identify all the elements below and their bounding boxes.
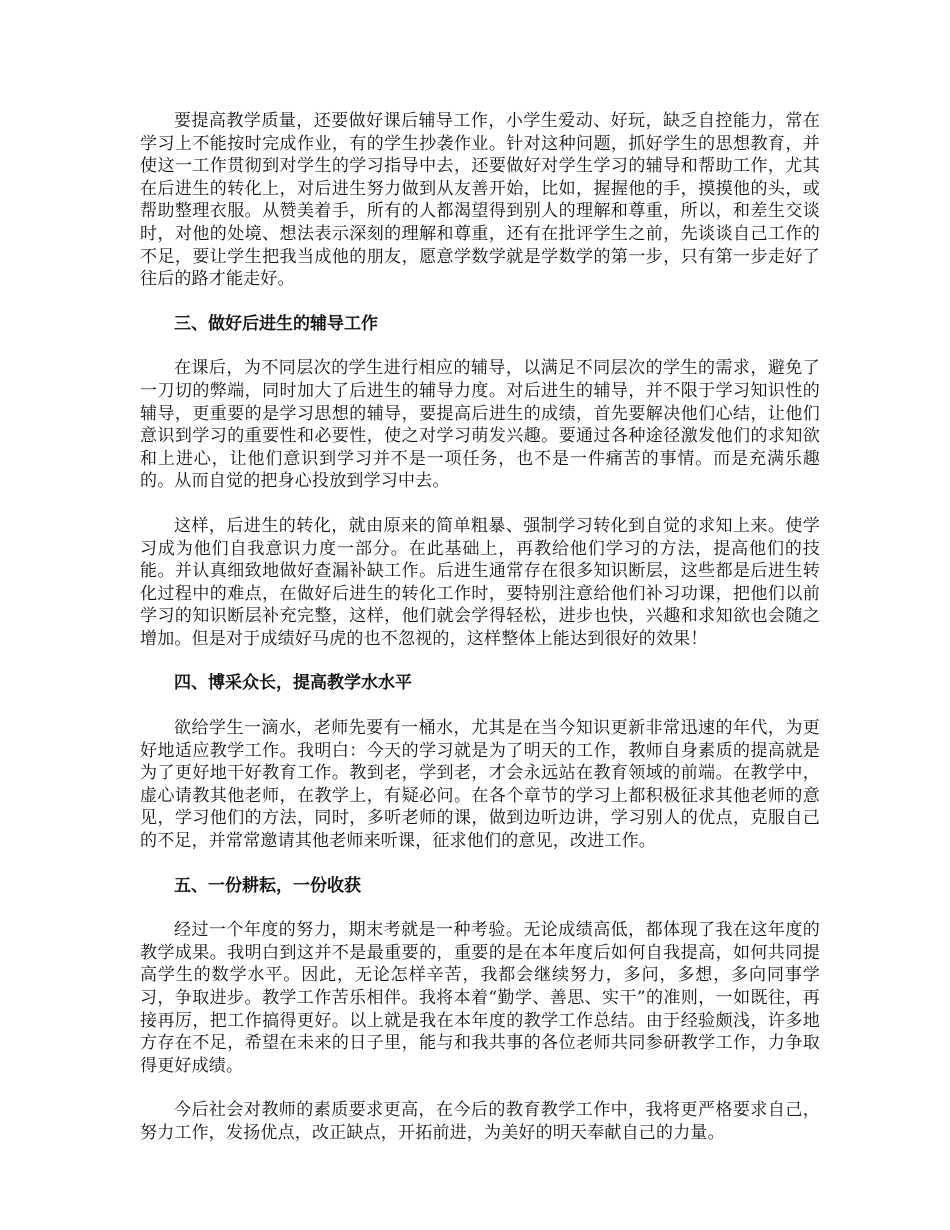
paragraph-after-class-tutoring: 在课后，为不同层次的学生进行相应的辅导，以满足不同层次的学生的需求，避免了一刀切的弊端，同时加大了后进生的辅导力度。对后进生的辅导，并不限于学习知识性的辅导，更重要的是学习思想的辅导，要提高后进生的成绩，首先要解决他们心结，让他们意识到学习的重要性和必要性，使之对学习萌发兴趣。要通过各种途径激发他们的求知欲和上进心，让他们意识到学习并不是一项任务，也不是一件痛苦的事情。而是充满乐趣的。从而自觉的把身心投放到学习中去。 [140,358,820,492]
document-body [140,110,820,1167]
paragraph-learn-from-others: 欲给学生一滴水，老师先要有一桶水，尤其是在当今知识更新非常迅速的年代，为更好地适应教学工作。我明白：今天的学习就是为了明天的工作，教师自身素质的提高就是为了更好地干好教育工作。教到老，学到老，才会永远站在教育领域的前端。在教学中，虚心请教其他老师，在教学上，有疑必问。在各个章节的学习上都积极征求其他老师的意见，学习他们的方法，同时，多听老师的课，做到边听边讲，学习别人的优点，克服自己的不足，并常常邀请其他老师来听课，征求他们的意见，改进工作。 [140,718,820,852]
paragraph-tutoring-intro: 要提高教学质量，还要做好课后辅导工作，小学生爱动、好玩，缺乏自控能力，常在学习上不能按时完成作业，有的学生抄袭作业。针对这种问题，抓好学生的思想教育，并使这一工作贯彻到对学生的学习指导中去，还要做好对学生学习的辅导和帮助工作，尤其在后进生的转化上，对后进生努力做到从友善开始，比如，握握他的手，摸摸他的头，或帮助整理衣服。从赞美着手，所有的人都渴望得到别人的理解和尊重，所以，和差生交谈时，对他的处境、想法表示深刻的理解和尊重，还有在批评学生之前，先谈谈自己工作的不足，要让学生把我当成他的朋友，愿意学数学就是学数学的第一步，只有第一步走好了往后的路才能走好。 [140,111,820,290]
section-heading-5: 五、一份耕耘，一份收获 [174,875,361,896]
paragraph-future-outlook: 今后社会对教师的素质要求更高，在今后的教育教学工作中，我将更严格要求自己，努力工作，发扬优点，改正缺点，开拓前进，为美好的明天奉献自己的力量。 [140,1100,820,1143]
paragraph-student-transformation: 这样，后进生的转化，就由原来的简单粗暴、强制学习转化到自觉的求知上来。使学习成为他们自我意识力度一部分。在此基础上，再教给他们学习的方法，提高他们的技能。并认真细致地做好查漏补缺工作。后进生通常存在很多知识断层，这些都是后进生转化过程中的难点，在做好后进生的转化工作时，要特别注意给他们补习功课，把他们以前学习的知识断层补充完整，这样，他们就会学得轻松，进步也快，兴趣和求知欲也会随之增加。但是对于成绩好马虎的也不忽视的，这样整体上能达到很好的效果！ [140,515,820,649]
section-heading-3: 三、做好后进生的辅导工作 [174,313,378,334]
section-heading-4: 四、博采众长，提高教学水水平 [174,673,412,694]
paragraph-year-summary: 经过一个年度的努力，期末考就是一种考验。无论成绩高低，都体现了我在这年度的教学成果。我明白到这并不是最重要的，重要的是在本年度后如何自我提高，如何共同提高学生的数学水平。因此，无论怎样辛苦，我都会继续努力，多问，多想，多向同事学习，争取进步。教学工作苦乐相伴。我将本着“勤学、善思、实干”的准则，一如既往，再接再厉，把工作搞得更好。以上就是我在本年度的教学工作总结。由于经验颇浅，许多地方存在不足，希望在未来的日子里，能与和我共事的各位老师共同参研教学工作，力争取得更好成绩。 [140,920,820,1076]
